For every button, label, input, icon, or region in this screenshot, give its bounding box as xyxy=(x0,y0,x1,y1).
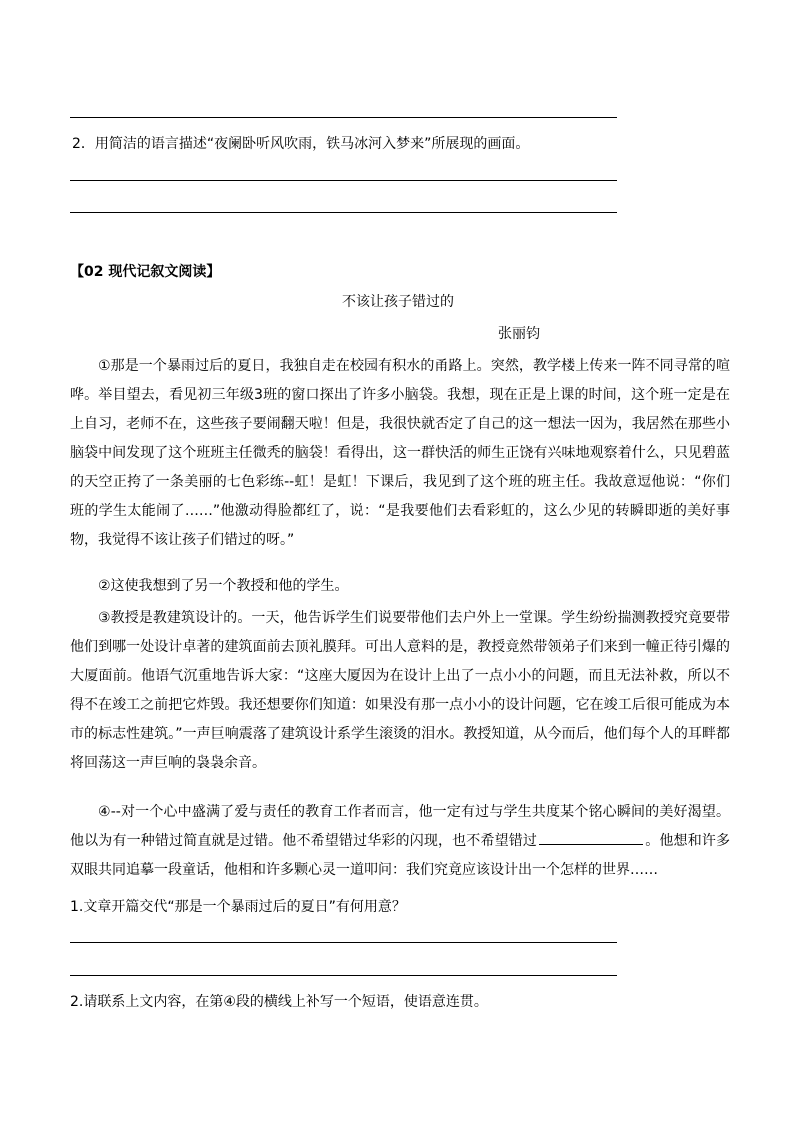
section-heading: 【02 现代记叙文阅读】 xyxy=(70,264,221,280)
paragraph-4-after: 。他想和许多双眼共同追摹一段童话，他相和许多颗心灵一道叩问：我们究竟应该设计出一个怎样的世界…… xyxy=(70,833,731,878)
answer-line[interactable] xyxy=(70,212,617,213)
article-title: 不该让孩子错过的 xyxy=(342,294,454,310)
article-author: 张丽钧 xyxy=(498,326,540,342)
paragraph-4-before: ④--对一个心中盛满了爱与责任的教育工作者而言，他一定有过与学生共度某个铭心瞬间的美好渴望。他以为有一种错过简直就是过错。他不希望错过华彩的闪现，也不希望错过 xyxy=(70,804,730,849)
answer-line[interactable] xyxy=(70,117,617,118)
paragraph-2: ②这使我想到了另一个教授和他的学生。 xyxy=(98,578,349,594)
question-2: 2.请联系上文内容，在第④段的横线上补写一个短语，使语意连贯。 xyxy=(70,994,488,1010)
answer-line[interactable] xyxy=(70,942,617,943)
paragraph-1: ①那是一个暴雨过后的夏日，我独自走在校园有积水的甬路上。突然，教学楼上传来一阵不同寻常的喧哗。举目望去，看见初三年级3班的窗口探出了许多小脑袋。我想，现在正是上课的时间，这个班一定是在上自习，老师不在，这些孩子要闹翻天啦！但是，我很快就否定了自己的这一想法一因为，我居然在那些小脑袋中间发现了这个班班主任微秃的脑袋！看得出，这一群快活的师生正饶有兴味地观察着什么，只见碧蓝的天空正挎了一条美丽的七色彩练--虹！是虹！下课后，我见到了这个班的班主任。我故意逗他说：“你们班的学生太能闹了……”他激动得脸都红了，说：“是我要他们去看彩虹的，这么少见的转瞬即逝的美好事物，我觉得不该让孩子们错过的呀。” xyxy=(70,358,730,548)
answer-line[interactable] xyxy=(70,975,617,976)
question-1: 1.文章开篇交代“那是一个暴雨过后的夏日”有何用意？ xyxy=(70,899,406,915)
answer-line[interactable] xyxy=(70,180,617,181)
fill-in-blank[interactable] xyxy=(539,830,643,845)
question-2-poem: 2．用简洁的语言描述“夜阑卧听风吹雨，铁马冰河入梦来”所展现的画面。 xyxy=(72,136,530,152)
paragraph-4 xyxy=(70,798,730,885)
paragraph-3: ③教授是教建筑设计的。一天，他告诉学生们说要带他们去户外上一堂课。学生纷纷揣测教授究竟要带他们到哪一处设计卓著的建筑面前去顶礼膜拜。可出人意料的是，教授竟然带领弟子们来到一幢正待引爆的大厦面前。他语气沉重地告诉大家：“这座大厦因为在设计上出了一点小小的问题，而且无法补救，所以不得不在竣工之前把它炸毁。我还想要你们知道：如果没有那一点小小的设计问题，它在竣工后很可能成为本市的标志性建筑。”一声巨响震落了建筑设计系学生滚烫的泪水。教授知道，从今而后，他们每个人的耳畔都将回荡这一声巨响的袅袅余音。 xyxy=(70,610,730,771)
